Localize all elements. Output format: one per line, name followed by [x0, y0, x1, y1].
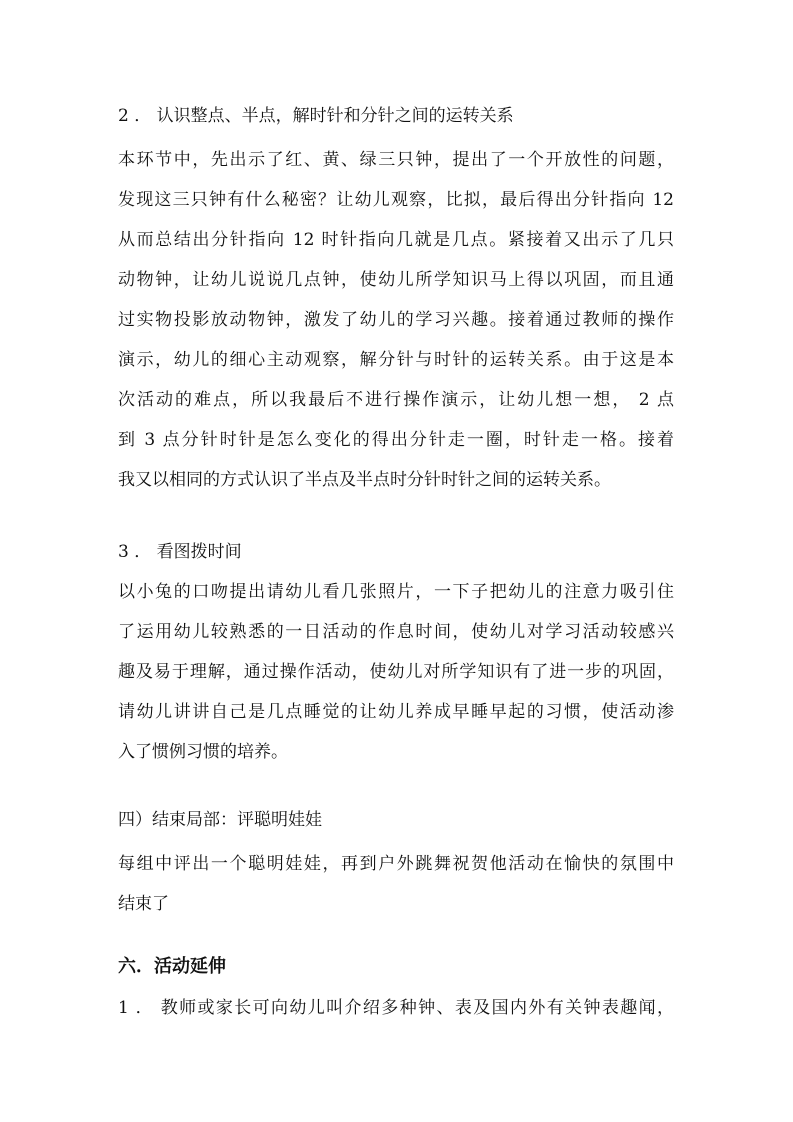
paragraph-line: 演示，幼儿的细心主动观察，解分针与时针的运转关系。由于这是本 — [118, 350, 674, 370]
paragraph-line: 以小兔的口吻提出请幼儿看几张照片，一下子把幼儿的注意力吸引住 — [118, 582, 674, 602]
section-heading: 2 ． 认识整点、半点，解时针和分针之间的运转关系 — [118, 106, 514, 126]
paragraph-line: 从而总结出分针指向 12 时针指向几就是几点。紧接着又出示了几只 — [118, 230, 674, 250]
paragraph-line: 到 3 点分针时针是怎么变化的得出分针走一圈，时针走一格。接着 — [118, 430, 674, 450]
paragraph-line: 我又以相同的方式认识了半点及半点时分针时针之间的运转关系。 — [118, 470, 611, 490]
section-heading: 四）结束局部：评聪明娃娃 — [118, 810, 322, 830]
section-heading: 3 ． 看图拨时间 — [118, 542, 242, 562]
paragraph-line: 动物钟，让幼儿说说几点钟，使幼儿所学知识马上得以巩固，而且通 — [118, 270, 674, 290]
paragraph-line: 结束了 — [118, 894, 169, 914]
paragraph-line: 本环节中，先出示了红、黄、绿三只钟，提出了一个开放性的问题， — [118, 150, 674, 170]
paragraph-line: 1 ． 教师或家长可向幼儿叫介绍多种钟、表及国内外有关钟表趣闻， — [118, 998, 674, 1018]
paragraph-line: 每组中评出一个聪明娃娃，再到户外跳舞祝贺他活动在愉快的氛围中 — [118, 854, 674, 874]
paragraph-line: 过实物投影放动物钟，激发了幼儿的学习兴趣。接着通过教师的操作 — [118, 310, 674, 330]
paragraph-line: 趣及易于理解，通过操作活动，使幼儿对所学知识有了进一步的巩固， — [118, 662, 674, 682]
paragraph-line: 入了惯例习惯的培养。 — [118, 742, 288, 762]
paragraph-line: 发现这三只钟有什么秘密？让幼儿观察，比拟，最后得出分针指向 12 — [118, 190, 674, 210]
paragraph-line: 了运用幼儿较熟悉的一日活动的作息时间，使幼儿对学习活动较感兴 — [118, 622, 674, 642]
section-title: 六．活动延伸 — [118, 956, 226, 977]
paragraph-line: 请幼儿讲讲自己是几点睡觉的让幼儿养成早睡早起的习惯，使活动渗 — [118, 702, 674, 722]
paragraph-line: 次活动的难点，所以我最后不进行操作演示，让幼儿想一想， 2 点 — [118, 390, 674, 410]
